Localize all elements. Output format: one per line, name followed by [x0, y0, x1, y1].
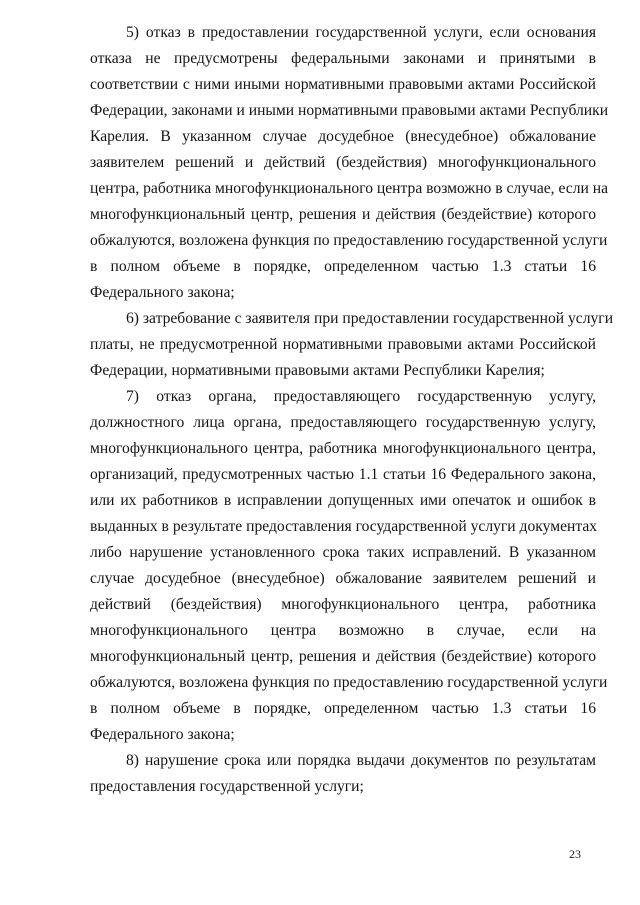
text-line: Федерального закона; — [90, 726, 235, 743]
paragraph-item-7 — [90, 384, 608, 748]
text-line: организаций, предусмотренных частью 1.1 статьи 16 Федерального закона, — [90, 466, 596, 483]
page-number: 23 — [569, 847, 581, 861]
text-line: Карелия. В указанном случае досудебное (внесудебное) обжалование — [90, 128, 596, 145]
text-line: многофункционального центра возможно в случае, если на — [90, 622, 596, 639]
text-line: Федерального закона; — [90, 284, 235, 301]
text-line: Федерации, нормативными правовыми актами Республики Карелия; — [90, 362, 545, 379]
text-line: заявителем решений и действий (бездействия) многофункционального — [90, 154, 596, 171]
text-line: или их работников в исправлении допущенных ими опечаток и ошибок в — [90, 492, 596, 509]
text-line: многофункциональный центр, решения и действия (бездействие) которого — [90, 648, 596, 665]
text-line: соответствии с ними иными нормативными правовыми актами Российской — [90, 76, 596, 93]
text-line: 5) отказ в предоставлении государственной услуги, если основания — [126, 24, 596, 41]
text-line: платы, не предусмотренной нормативными правовыми актами Российской — [90, 336, 596, 353]
paragraph-item-8 — [90, 748, 596, 800]
text-line: отказа не предусмотрены федеральными законами и принятыми в — [90, 50, 596, 67]
text-line: 7) отказ органа, предоставляющего государственную услугу, — [126, 388, 596, 405]
text-line: обжалуются, возложена функция по предоставлению государственной услуги — [90, 232, 608, 249]
paragraph-item-5 — [90, 20, 609, 306]
text-line: должностного лица органа, предоставляющего государственную услугу, — [90, 414, 596, 431]
text-line: 8) нарушение срока или порядка выдачи документов по результатам — [126, 752, 596, 769]
text-line: в полном объеме в порядке, определенном частью 1.3 статьи 16 — [90, 258, 596, 275]
document-body — [90, 20, 614, 800]
text-line: действий (бездействия) многофункционального центра, работника — [90, 596, 596, 613]
text-line: либо нарушение установленного срока таких исправлений. В указанном — [90, 544, 596, 561]
text-line: Федерации, законами и иными нормативными правовыми актами Республики — [90, 102, 609, 119]
text-line: выданных в результате предоставления государственной услуги документах — [90, 518, 598, 535]
text-line: случае досудебное (внесудебное) обжалование заявителем решений и — [90, 570, 596, 587]
text-line: в полном объеме в порядке, определенном частью 1.3 статьи 16 — [90, 700, 596, 717]
paragraph-item-6 — [90, 306, 614, 384]
text-line: многофункционального центра, работника многофункционального центра, — [90, 440, 596, 457]
text-line: центра, работника многофункционального центра возможно в случае, если на — [90, 180, 608, 197]
text-line: предоставления государственной услуги; — [90, 778, 364, 795]
text-line: многофункциональный центр, решения и действия (бездействие) которого — [90, 206, 596, 223]
text-line: обжалуются, возложена функция по предоставлению государственной услуги — [90, 674, 608, 691]
text-line: 6) затребование с заявителя при предоставлении государственной услуги — [126, 310, 614, 327]
